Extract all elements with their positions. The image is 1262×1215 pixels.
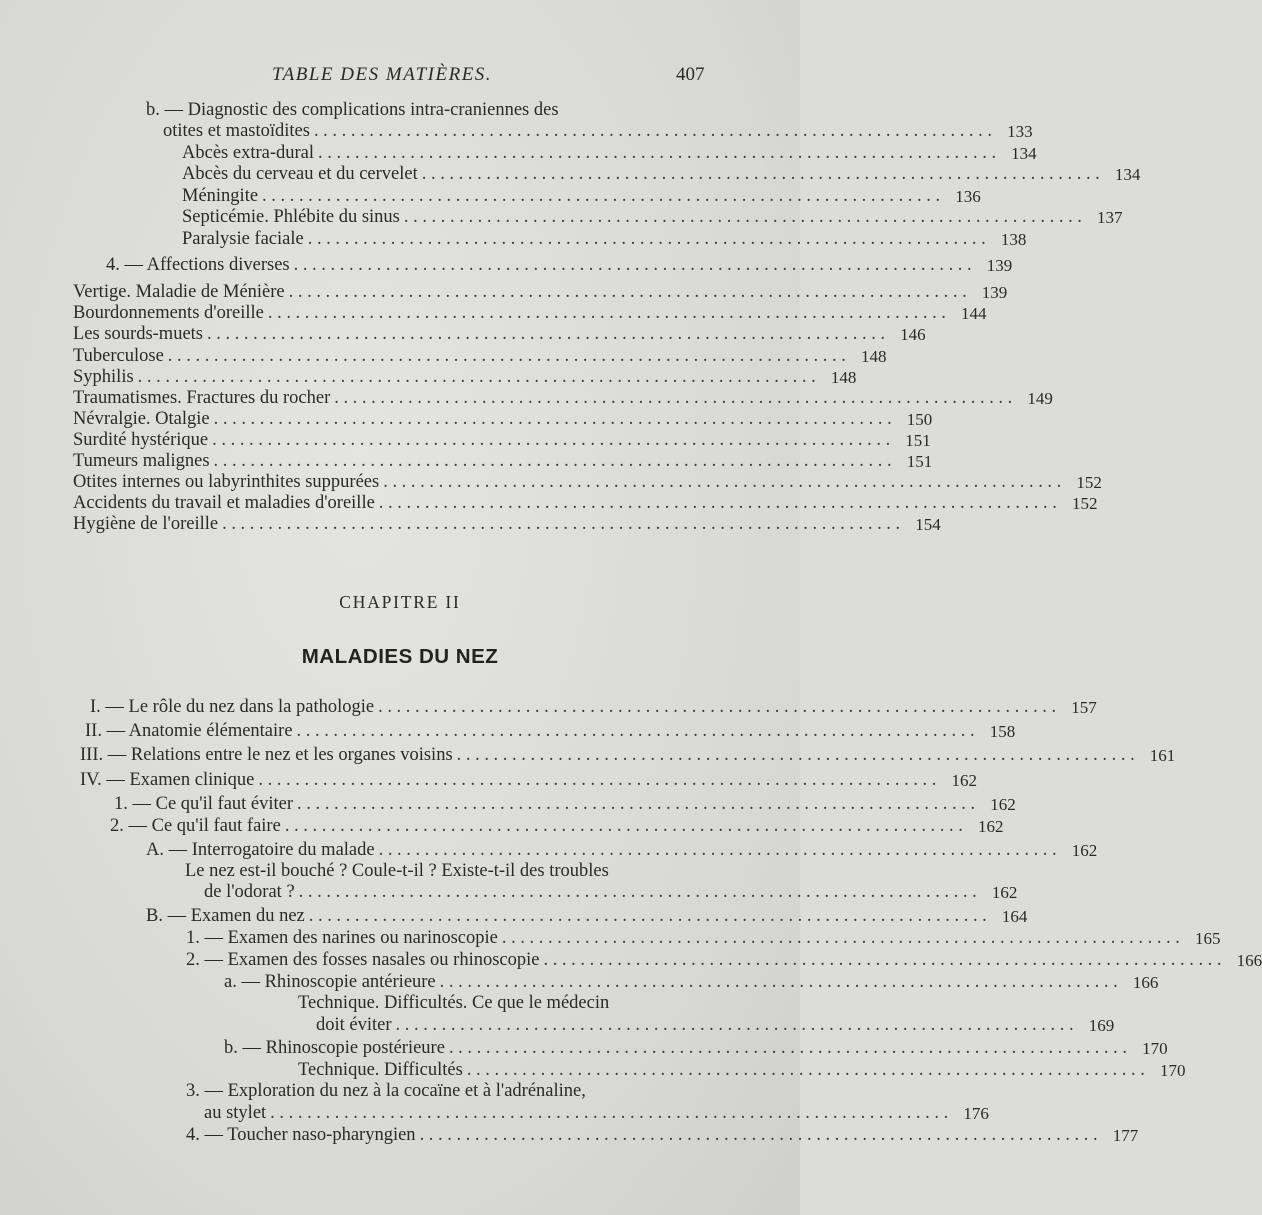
toc-entry[interactable] — [73, 388, 1053, 409]
toc-continuation-line: Le nez est-il bouché ? Coule-t-il ? Existe-t-il des troubles — [185, 861, 609, 881]
dot-leader: .......................................................................... — [293, 255, 977, 275]
dot-leader: .......................................................................... — [267, 303, 951, 323]
toc-entry-page: 133 — [1007, 122, 1033, 141]
toc-entry-page: 149 — [1027, 389, 1053, 408]
toc-entry-page: 177 — [1112, 1126, 1139, 1145]
toc-entry[interactable] — [204, 882, 1018, 903]
toc-entry-label: Septicémie. Phlébite du sinus — [182, 207, 400, 227]
toc-entry-page: 166 — [1132, 973, 1159, 992]
dot-leader: .......................................................................... — [258, 770, 941, 790]
toc-entry-label: Otites internes ou labyrinthites suppurées — [73, 472, 380, 492]
toc-entry[interactable] — [73, 472, 1102, 493]
toc-entry[interactable] — [73, 514, 941, 535]
dot-leader: .......................................................................... — [284, 816, 968, 836]
toc-entry[interactable] — [73, 493, 1098, 514]
toc-entry[interactable] — [73, 282, 1008, 303]
toc-entry-page: 158 — [989, 722, 1016, 741]
toc-entry-page: 139 — [981, 283, 1008, 302]
toc-entry-label: au stylet — [204, 1103, 267, 1123]
dot-leader: .......................................................................... — [167, 346, 851, 366]
dot-leader: .......................................................................... — [421, 164, 1105, 184]
toc-entry-page: 164 — [1001, 907, 1028, 926]
dot-leader: .......................................................................... — [419, 1125, 1103, 1145]
toc-entry-label: 2. — Ce qu'il faut faire — [110, 816, 281, 836]
dot-leader: .......................................................................... — [262, 186, 945, 206]
toc-entry[interactable] — [182, 143, 1037, 164]
toc-entry-label: Paralysie faciale — [182, 229, 304, 249]
toc-entry[interactable] — [90, 697, 1097, 718]
toc-entry-page: 134 — [1011, 144, 1037, 163]
toc-entry-label: A. — Interrogatoire du malade — [146, 840, 375, 860]
dot-leader: .......................................................................... — [137, 367, 821, 387]
dot-leader: .......................................................................... — [383, 472, 1066, 492]
dot-leader: .......................................................................... — [297, 794, 980, 814]
toc-entry-page: 162 — [990, 795, 1016, 814]
toc-entry-page: 162 — [1071, 841, 1098, 860]
dot-leader: .......................................................................... — [403, 207, 1087, 227]
toc-entry[interactable] — [316, 1015, 1115, 1036]
toc-entry[interactable] — [182, 164, 1141, 185]
toc-entry-label: 1. — Examen des narines ou narinoscopie — [186, 928, 498, 948]
dot-leader: .......................................................................... — [448, 1038, 1132, 1058]
dot-leader: .......................................................................... — [466, 1060, 1150, 1080]
toc-entry-label: II. — Anatomie élémentaire — [85, 721, 293, 741]
toc-entry-label: Méningite — [182, 186, 259, 206]
dot-leader: .......................................................................... — [543, 950, 1227, 970]
toc-entry-page: 165 — [1195, 929, 1221, 948]
dot-leader: .......................................................................... — [308, 906, 992, 926]
toc-entry[interactable] — [186, 950, 1262, 971]
toc-entry-page: 150 — [906, 410, 933, 429]
toc-entry-label: III. — Relations entre le nez et les organes voisins — [80, 745, 453, 765]
toc-entry[interactable] — [73, 303, 987, 324]
toc-entry-page: 152 — [1071, 494, 1098, 513]
toc-entry-label: 2. — Examen des fosses nasales ou rhinoscopie — [186, 950, 540, 970]
toc-entry[interactable] — [146, 906, 1028, 927]
toc-entry-page: 170 — [1142, 1039, 1168, 1058]
toc-entry[interactable] — [73, 430, 931, 451]
toc-entry-label: Vertige. Maladie de Ménière — [73, 282, 285, 302]
toc-entry[interactable] — [106, 255, 1013, 276]
toc-entry-label: Traumatismes. Fractures du rocher — [73, 388, 331, 408]
toc-entry-page: 136 — [955, 187, 981, 206]
toc-entry[interactable] — [114, 794, 1016, 815]
toc-entry-label: de l'odorat ? — [204, 882, 295, 902]
toc-entry-label: Abcès du cerveau et du cervelet — [182, 164, 418, 184]
folio: 407 — [676, 64, 705, 85]
dot-leader: .......................................................................... — [213, 451, 897, 471]
toc-entry-page: 161 — [1149, 746, 1176, 765]
toc-entry-page: 157 — [1071, 698, 1097, 717]
dot-leader: .......................................................................... — [378, 493, 1062, 513]
toc-entry[interactable] — [73, 409, 933, 430]
toc-entry-label: 4. — Toucher naso-pharyngien — [186, 1125, 416, 1145]
toc-entry-page: 139 — [986, 256, 1013, 275]
running-head — [0, 64, 800, 88]
toc-entry-label: Accidents du travail et maladies d'oreille — [73, 493, 375, 513]
toc-entry[interactable] — [163, 121, 1033, 142]
toc-entry-page: 151 — [905, 431, 931, 450]
toc-entry[interactable] — [186, 1125, 1139, 1146]
toc-entry[interactable] — [146, 840, 1098, 861]
toc-entry[interactable] — [224, 972, 1159, 993]
toc-entry-label: Abcès extra-dural — [182, 143, 315, 163]
toc-entry[interactable] — [182, 229, 1027, 250]
dot-leader: .......................................................................... — [439, 972, 1123, 992]
toc-entry-page: 148 — [830, 368, 857, 387]
toc-entry[interactable] — [73, 324, 926, 345]
toc-entry-page: 137 — [1097, 208, 1123, 227]
toc-entry-label: Surdité hystérique — [73, 430, 209, 450]
dot-leader: .......................................................................... — [212, 430, 895, 450]
toc-entry-label: 4. — Affections diverses — [106, 255, 290, 275]
toc-entry-label: IV. — Examen clinique — [80, 770, 255, 790]
toc-entry-page: 176 — [963, 1104, 989, 1123]
toc-entry[interactable] — [85, 721, 1016, 742]
toc-entry-page: 144 — [961, 304, 987, 323]
dot-leader: .......................................................................... — [334, 388, 1017, 408]
toc-entry[interactable] — [80, 745, 1176, 766]
dot-leader: .......................................................................... — [395, 1015, 1079, 1035]
toc-entry[interactable] — [298, 1060, 1186, 1081]
toc-entry-page: 169 — [1088, 1016, 1115, 1035]
toc-entry[interactable] — [110, 816, 1004, 837]
toc-entry-page: 148 — [860, 347, 887, 366]
toc-entry-page: 146 — [900, 325, 926, 344]
toc-entry-page: 162 — [951, 771, 977, 790]
toc-entry-page: 134 — [1114, 165, 1141, 184]
toc-entry-label: b. — Rhinoscopie postérieure — [224, 1038, 445, 1058]
toc-entry-label: Névralgie. Otalgie — [73, 409, 210, 429]
dot-leader: .......................................................................... — [270, 1103, 953, 1123]
toc-entry-label: otites et mastoïdites — [163, 121, 310, 141]
dot-leader: .......................................................................... — [456, 745, 1140, 765]
toc-entry[interactable] — [182, 207, 1123, 228]
running-title: TABLE DES MATIÈRES. — [272, 64, 493, 85]
dot-leader: .......................................................................... — [307, 229, 991, 249]
toc-entry-page: 152 — [1076, 473, 1102, 492]
toc-entry-page: 166 — [1236, 951, 1262, 970]
toc-entry-label: Bourdonnements d'oreille — [73, 303, 264, 323]
toc-entry-label: I. — Le rôle du nez dans la pathologie — [90, 697, 375, 717]
toc-entry[interactable] — [80, 770, 977, 791]
toc-entry-label: Tumeurs malignes — [73, 451, 210, 471]
toc-entry-label: Technique. Difficultés — [298, 1060, 463, 1080]
toc-entry-page: 138 — [1000, 230, 1027, 249]
dot-leader: .......................................................................... — [501, 928, 1185, 948]
toc-entry-page: 170 — [1159, 1061, 1186, 1080]
toc-entry-label: Tuberculose — [73, 346, 164, 366]
toc-entry-label: Syphilis — [73, 367, 134, 387]
toc-intro-line: b. — Diagnostic des complications intra-craniennes des — [146, 100, 559, 120]
dot-leader: .......................................................................... — [378, 840, 1062, 860]
chapter-heading: CHAPITRE II — [339, 592, 461, 612]
toc-entry[interactable] — [73, 451, 933, 472]
dot-leader: .......................................................................... — [222, 514, 905, 534]
dot-leader: .......................................................................... — [288, 282, 972, 302]
toc-entry[interactable] — [73, 367, 857, 388]
dot-leader: .......................................................................... — [313, 121, 997, 141]
toc-entry-label: B. — Examen du nez — [146, 906, 305, 926]
toc-entry-label: Les sourds-muets — [73, 324, 203, 344]
toc-entry-page: 151 — [906, 452, 933, 471]
toc-continuation-line: Technique. Difficultés. Ce que le médecin — [298, 993, 610, 1013]
toc-entry-label: a. — Rhinoscopie antérieure — [224, 972, 436, 992]
dot-leader: .......................................................................... — [296, 721, 980, 741]
dot-leader: .......................................................................... — [378, 697, 1061, 717]
toc-entry[interactable] — [182, 186, 981, 207]
toc-entry-label: Hygiène de l'oreille — [73, 514, 219, 534]
dot-leader: .......................................................................... — [213, 409, 897, 429]
dot-leader: .......................................................................... — [318, 143, 1001, 163]
section-title: MALADIES DU NEZ — [301, 645, 499, 668]
toc-entry-page: 162 — [991, 883, 1018, 902]
toc-entry-page: 154 — [915, 515, 941, 534]
toc-entry-label: doit éviter — [316, 1015, 392, 1035]
toc-continuation-line: 3. — Exploration du nez à la cocaïne et à l'adrénaline, — [186, 1081, 586, 1101]
dot-leader: .......................................................................... — [207, 324, 890, 344]
toc-entry[interactable] — [186, 928, 1221, 949]
toc-entry-page: 162 — [977, 817, 1004, 836]
toc-entry[interactable] — [204, 1103, 989, 1124]
toc-entry-label: 1. — Ce qu'il faut éviter — [114, 794, 294, 814]
dot-leader: .......................................................................... — [298, 882, 982, 902]
toc-entry[interactable] — [73, 346, 887, 367]
toc-entry[interactable] — [224, 1038, 1168, 1059]
